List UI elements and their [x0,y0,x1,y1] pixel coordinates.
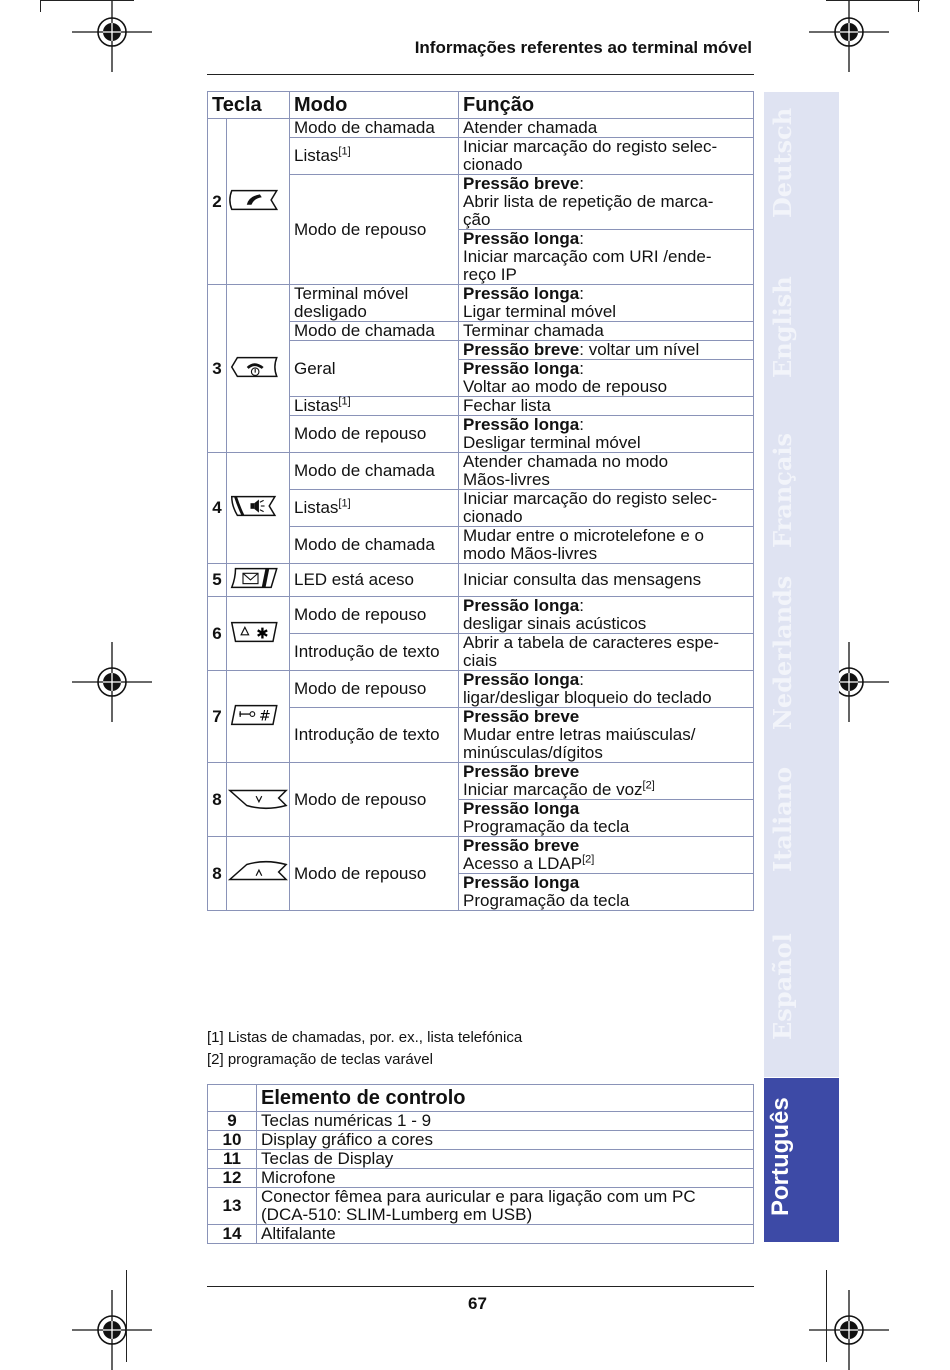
language-tab-francais[interactable]: Français [768,432,797,548]
star-key-icon [228,618,288,650]
table-row [208,453,754,490]
table-row [208,1112,754,1131]
crop-line [826,0,920,1]
mode-cell: Modo de repouso [290,175,459,285]
handsfree-key-icon [228,492,288,524]
call-key-icon [228,186,288,218]
table-row [208,416,754,453]
control-number: 9 [208,1112,257,1131]
function-cell: Terminar chamada [459,322,754,341]
function-cell: Pressão longa: Voltar ao modo de repouso [459,360,754,397]
function-cell: Iniciar marcação do registo selec- cionado [459,138,754,175]
table-row [208,1131,754,1150]
footnote: [2] programação de teclas varável [207,1051,433,1068]
mode-cell: Modo de repouso [290,763,459,837]
control-element-table [207,1084,754,1244]
key-number: 6 [208,597,227,671]
table-row [208,597,754,634]
table-row [208,1188,754,1225]
function-cell: Pressão breve Acesso a LDAP[2] [459,837,754,874]
control-number: 12 [208,1169,257,1188]
mode-cell: LED está aceso [290,564,459,597]
function-cell: Iniciar marcação do registo selec- cionado [459,490,754,527]
mode-cell: Modo de chamada [290,119,459,138]
column-header-function: Função [459,92,754,119]
table-row [208,285,754,322]
function-cell: Pressão longa: Desligar terminal móvel [459,416,754,453]
control-number: 11 [208,1150,257,1169]
svg-text:✱: ✱ [256,624,269,643]
language-tab-english[interactable]: English [768,276,797,378]
registration-mark-bottom-right-icon [809,1290,889,1370]
table-row [208,490,754,527]
mode-cell: Modo de repouso [290,837,459,911]
table-row [208,119,754,138]
mode-cell: Modo de repouso [290,671,459,708]
function-cell: Pressão longa Programação da tecla [459,800,754,837]
mode-cell: Introdução de texto [290,634,459,671]
crop-line [126,1270,127,1362]
end-call-key-icon [228,353,288,385]
mode-cell: Introdução de texto [290,708,459,763]
key-icon-cell [227,763,290,837]
table-row [208,708,754,763]
mode-cell: Modo de chamada [290,322,459,341]
control-description: Teclas de Display [257,1150,754,1169]
key-number: 4 [208,453,227,564]
table-header-row [208,1085,754,1112]
table-row [208,175,754,230]
mode-cell: Modo de chamada [290,527,459,564]
registration-mark-bottom-left-icon [72,1290,152,1370]
control-description: Teclas numéricas 1 - 9 [257,1112,754,1131]
language-tab-portugues[interactable]: Português [767,1097,794,1216]
table-row [208,671,754,708]
function-cell: Iniciar consulta das mensagens [459,564,754,597]
page-number: 67 [468,1294,487,1313]
table-row [208,837,754,874]
key-number: 3 [208,285,227,453]
header-divider [207,74,754,75]
registration-mark-top-left-icon [72,0,152,72]
key-icon-cell [227,119,290,285]
up-key-icon [228,858,288,890]
function-cell: Atender chamada no modo Mãos-livres [459,453,754,490]
key-number: 7 [208,671,227,763]
table-row [208,634,754,671]
key-icon-cell [227,837,290,911]
control-number: 10 [208,1131,257,1150]
mode-cell: Modo de chamada [290,453,459,490]
function-cell: Mudar entre o microtelefone e o modo Mãos-livres [459,527,754,564]
key-icon-cell [227,671,290,763]
function-cell: Fechar lista [459,397,754,416]
down-key-icon [228,784,288,816]
language-tab-nederlands[interactable]: Nederlands [768,575,797,730]
table-row [208,1150,754,1169]
function-cell: Pressão longa: Ligar terminal móvel [459,285,754,322]
table-row [208,397,754,416]
function-cell: Pressão longa Programação da tecla [459,874,754,911]
key-icon-cell [227,285,290,453]
control-number: 13 [208,1188,257,1225]
table-row [208,322,754,341]
crop-line [826,1270,827,1362]
mode-cell: Geral [290,341,459,397]
hash-key-icon [228,701,288,733]
key-number: 5 [208,564,227,597]
function-cell: Pressão breve Mudar entre letras maiúsculas/ minúsculas/dígitos [459,708,754,763]
registration-mark-mid-left-icon [72,642,152,722]
mode-cell: Modo de repouso [290,416,459,453]
crop-line [40,0,41,12]
control-description: Display gráfico a cores [257,1131,754,1150]
message-key-icon [228,564,288,596]
table-header-row [208,92,754,119]
registration-mark-top-right-icon [809,0,889,72]
mode-cell: Modo de repouso [290,597,459,634]
language-tab-espanol[interactable]: Español [768,933,797,1040]
footer-divider [207,1286,754,1287]
mode-cell: Listas[1] [290,138,459,175]
svg-text:#: # [258,708,271,725]
language-tab-deutsch[interactable]: Deutsch [768,107,797,218]
table-row [208,341,754,360]
language-tab-italiano[interactable]: Italiano [768,766,797,872]
column-header-control: Elemento de controlo [257,1085,754,1112]
crop-line [40,0,134,1]
page-header-title: Informações referentes ao terminal móvel [414,38,752,57]
key-number: 8 [208,837,227,911]
function-cell: Pressão longa: desligar sinais acústicos [459,597,754,634]
function-cell: Pressão breve Iniciar marcação de voz[2] [459,763,754,800]
control-number: 14 [208,1225,257,1244]
key-number: 8 [208,763,227,837]
key-number: 2 [208,119,227,285]
function-cell: Pressão longa: Iniciar marcação com URI /ende- reço IP [459,230,754,285]
key-function-table [207,91,754,911]
function-cell: Atender chamada [459,119,754,138]
table-row [208,138,754,175]
mode-cell: Terminal móvel desligado [290,285,459,322]
table-row [208,527,754,564]
table-row [208,1169,754,1188]
function-cell: Abrir a tabela de caracteres espe- ciais [459,634,754,671]
function-cell: Pressão breve: Abrir lista de repetição de marca- ção [459,175,754,230]
crop-line [918,0,919,12]
function-cell: Pressão longa: ligar/desligar bloqueio do teclado [459,671,754,708]
column-header-number [208,1085,257,1112]
control-description: Microfone [257,1169,754,1188]
key-icon-cell [227,453,290,564]
mode-cell: Listas[1] [290,490,459,527]
control-description: Altifalante [257,1225,754,1244]
mode-cell: Listas[1] [290,397,459,416]
footnote: [1] Listas de chamadas, por. ex., lista telefónica [207,1029,523,1046]
column-header-mode: Modo [290,92,459,119]
table-row [208,564,754,597]
table-row [208,1225,754,1244]
function-cell: Pressão breve: voltar um nível [459,341,754,360]
key-icon-cell [227,597,290,671]
control-description: Conector fêmea para auricular e para ligação com um PC (DCA-510: SLIM-Lumberg em USB) [257,1188,754,1225]
footnotes [207,1027,522,1071]
key-icon-cell [227,564,290,597]
table-row [208,763,754,800]
column-header-key: Tecla [208,92,290,119]
